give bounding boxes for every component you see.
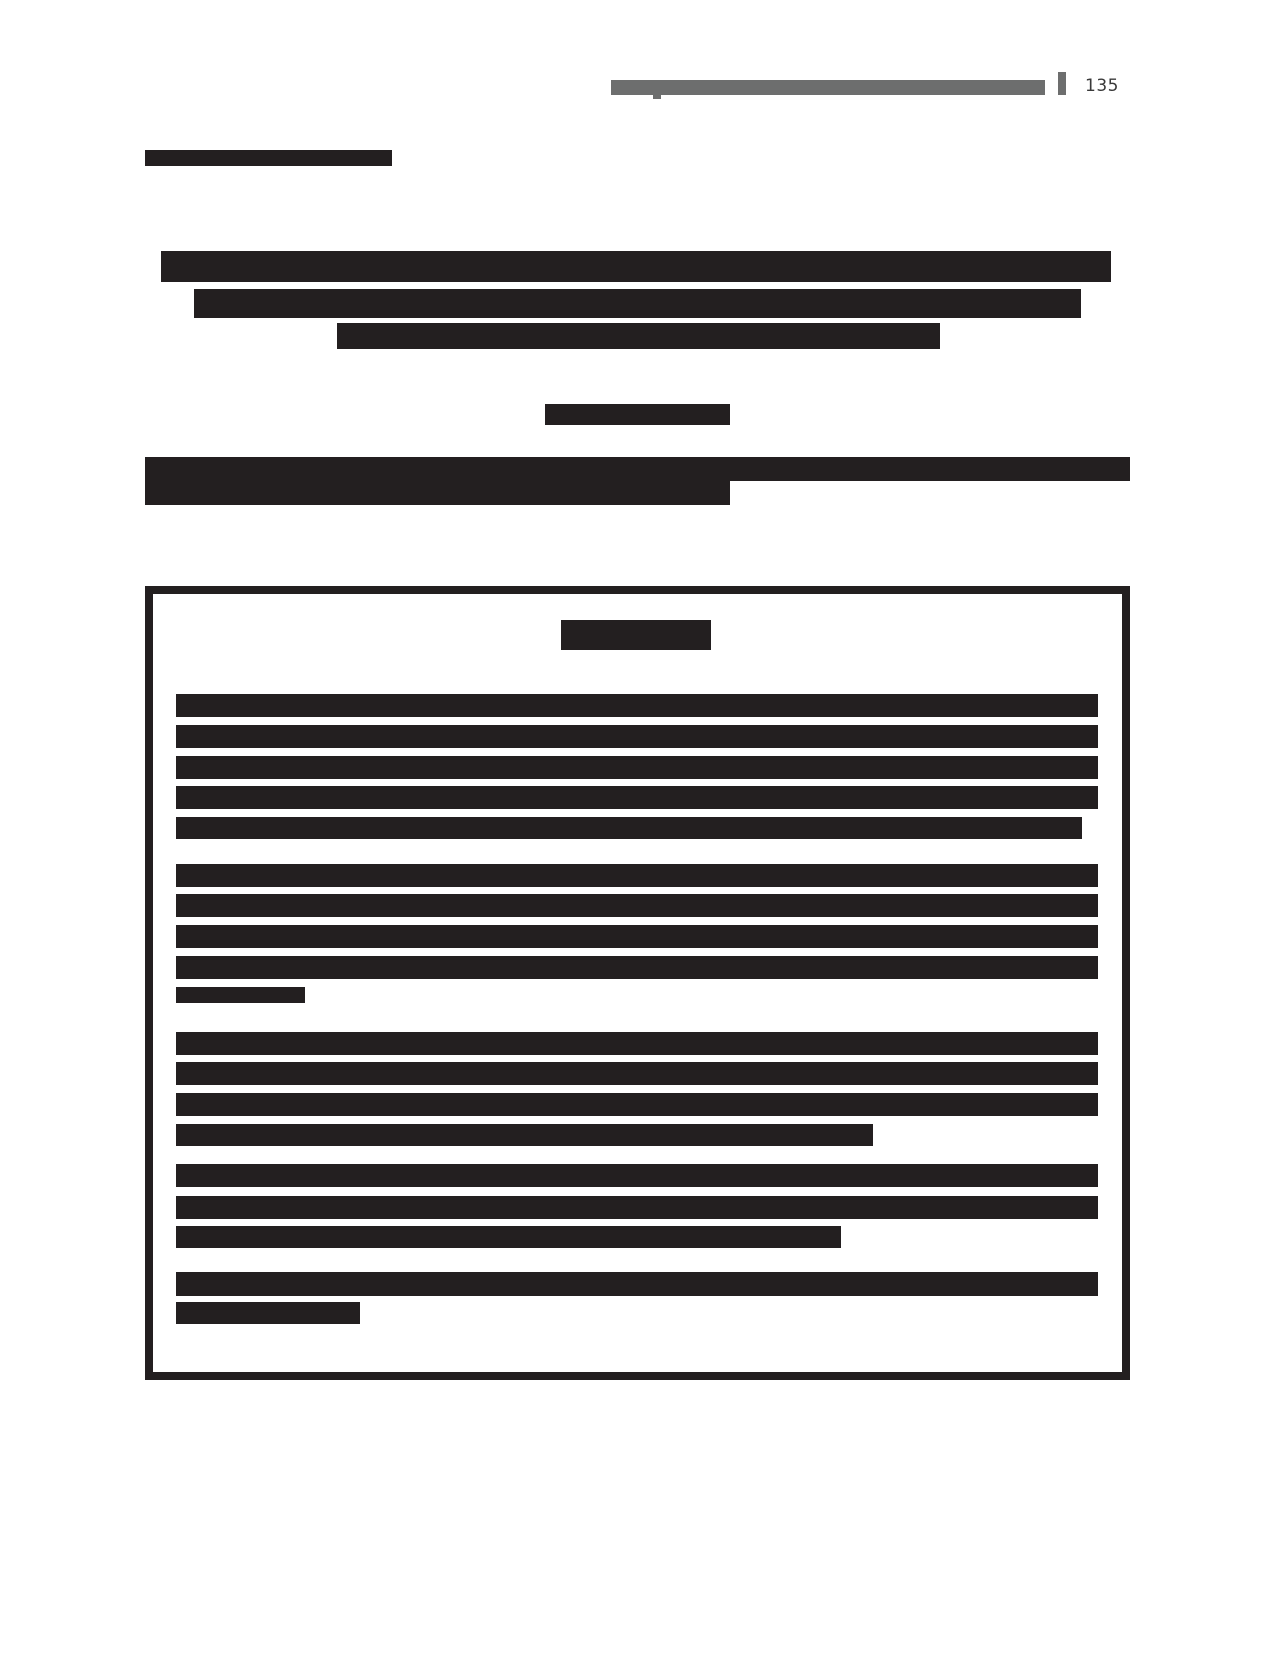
abstract-para-2-line (176, 956, 1098, 979)
abstract-para-2-line (176, 864, 1098, 887)
abstract-para-3-line (176, 1032, 1098, 1055)
abstract-para-1-line (176, 694, 1098, 717)
page-number: 135 (1085, 76, 1119, 96)
abstract-para-1-line (176, 756, 1098, 779)
abstract-para-4-line (176, 1164, 1098, 1187)
abstract-heading-redacted (561, 620, 711, 650)
abstract-para-3-line (176, 1124, 873, 1146)
abstract-para-2-line (176, 894, 1098, 917)
abstract-para-1-line (176, 817, 1082, 839)
section-label-redacted (145, 150, 392, 166)
affiliation-line-1-redacted (145, 457, 1130, 481)
abstract-para-1-line (176, 786, 1098, 809)
abstract-para-2-line (176, 925, 1098, 948)
abstract-para-1-line (176, 725, 1098, 748)
running-header-redacted-descender (653, 95, 661, 99)
abstract-para-3-line (176, 1093, 1098, 1116)
keywords-line (176, 1272, 1098, 1296)
abstract-para-4-line (176, 1196, 1098, 1219)
author-redacted (545, 404, 730, 425)
abstract-para-4-line (176, 1226, 841, 1248)
abstract-para-3-line (176, 1062, 1098, 1085)
header-divider-rule (1058, 72, 1066, 95)
keywords-line (176, 1302, 360, 1324)
running-header-redacted (611, 80, 1045, 95)
title-line-3-redacted (337, 323, 940, 349)
title-line-2-redacted (194, 289, 1081, 318)
affiliation-line-2-redacted (145, 481, 730, 505)
title-line-1-redacted (161, 251, 1111, 282)
abstract-para-2-line (176, 987, 305, 1003)
